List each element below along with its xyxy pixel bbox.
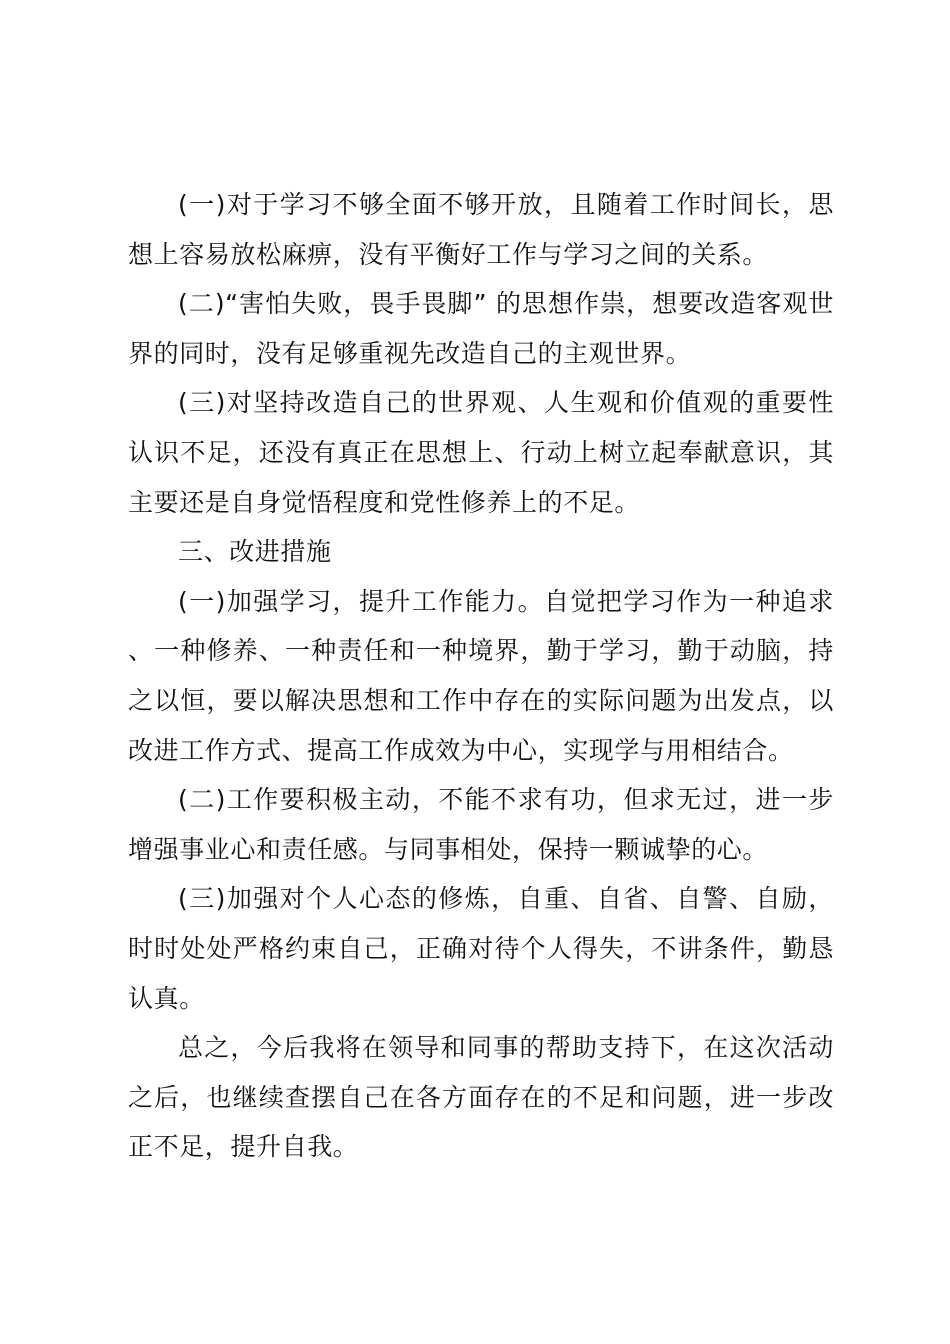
cause-paragraph-2: (二)“害怕失败，畏手畏脚” 的思想作祟，想要改造客观世界的同时，没有足够重视先改造自己的主观世界。 <box>128 289 834 368</box>
section-heading: 三、改进措施 <box>178 537 332 567</box>
cause-paragraph-1: (一)对于学习不够全面不够开放，且随着工作时间长，思想上容易放松麻痹，没有平衡好工作与学习之间的关系。 <box>128 190 834 269</box>
document-body <box>128 180 834 1172</box>
measure-paragraph-3: (三)加强对个人心态的修炼，自重、自省、自警、自励，时时处处严格约束自己，正确对待个人得失，不讲条件，勤恳认真。 <box>128 884 834 1013</box>
measure-paragraph-1: (一)加强学习，提升工作能力。自觉把学习作为一种追求、一种修养、一种责任和一种境界，勤于学习，勤于动脑，持之以恒，要以解决思想和工作中存在的实际问题为出发点，以改进工作方式、提高工作成效为中心，实现学与用相结合。 <box>128 586 834 765</box>
measure-paragraph-2: (二)工作要积极主动，不能不求有功，但求无过，进一步增强事业心和责任感。与同事相处，保持一颗诚挚的心。 <box>128 785 834 864</box>
conclusion-paragraph: 总之，今后我将在领导和同事的帮助支持下，在这次活动之后，也继续查摆自己在各方面存在的不足和问题，进一步改正不足，提升自我。 <box>128 1033 834 1162</box>
cause-paragraph-3: (三)对坚持改造自己的世界观、人生观和价值观的重要性认识不足，还没有真正在思想上、行动上树立起奉献意识，其主要还是自身觉悟程度和党性修养上的不足。 <box>128 388 834 517</box>
